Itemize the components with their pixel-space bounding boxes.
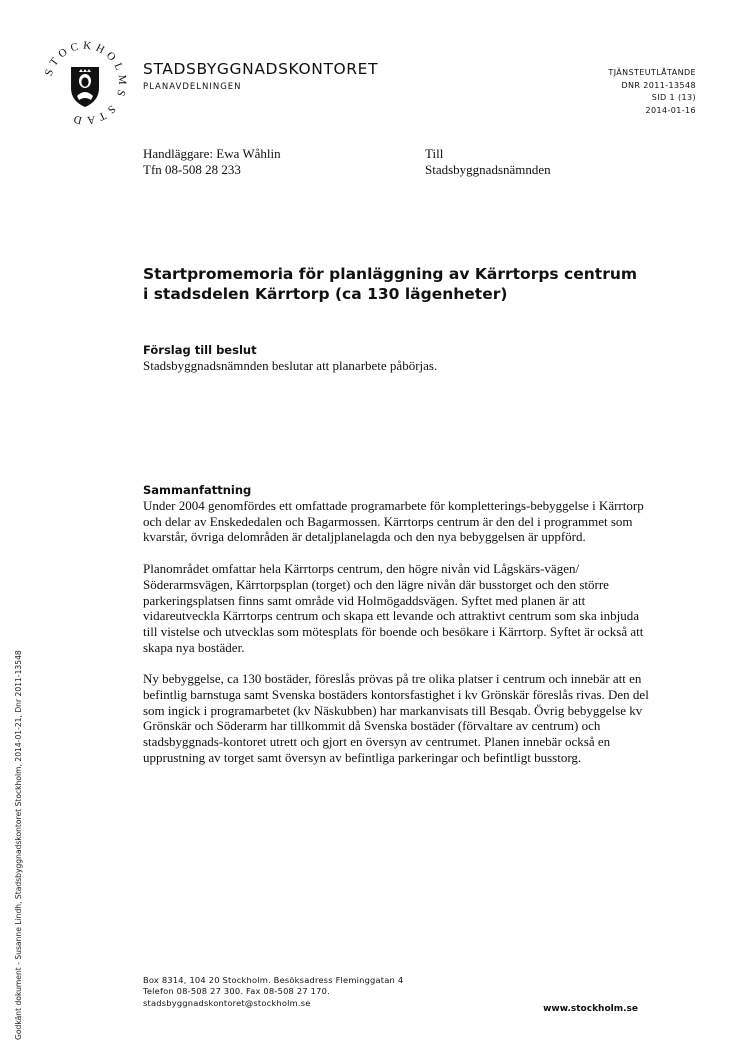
footer-address [143,975,403,1009]
title-line-2: i stadsdelen Kärrtorp (ca 130 lägenheter) [143,285,508,303]
recipient-label: Till [425,146,444,161]
summary-section [143,483,653,782]
footer-email[interactable]: stadsbyggnadskontoret@stockholm.se [143,997,311,1008]
title-line-1: Startpromemoria för planläggning av Kärrtorps centrum [143,265,638,283]
page-number: SID 1 (13) [651,93,696,102]
recipient-block [425,146,551,178]
proposal-section [143,343,663,374]
document-dnr: DNR 2011-13548 [621,80,696,90]
summary-paragraph: Ny bebyggelse, ca 130 bostäder, föreslås prövas på tre olika platser i centrum och innebär att en befintlig barnstuga samt Svenska bostäders kontorsfastighet i kv Grönskär föreslås rivas. Den del som ingick i programarbetet (kv Näskubben) har markanvisats till Besqab. Övrig bebyggelse kv Grönskär och Söderarm har tillkommit då Svenska bostäder (förvaltare av centrum) och stadsbyggnads-kontoret utrett och gjort en översyn av centrumet. Planen innebär också en upprustning av torget samt översyn av befintliga parkeringar och befintligt busstorg. [143,671,649,765]
proposal-heading: Förslag till beslut [143,343,257,357]
footer-address-line-1: Box 8314, 104 20 Stockholm. Besöksadress Fleminggatan 4 [143,975,404,985]
department-name: PLANAVDELNINGEN [143,82,242,92]
stockholm-crest-icon [40,38,130,128]
footer-address-line-2: Telefon 08-508 27 300. Fax 08-508 27 170. [143,986,330,997]
document-title [143,264,683,304]
handler-name: Handläggare: Ewa Wåhlin [143,146,281,161]
contact-block [143,146,281,178]
recipient-name: Stadsbyggnadsnämnden [425,162,551,177]
document-date: 2014-01-16 [645,105,696,115]
footer-website-link[interactable]: www.stockholm.se [543,1004,638,1014]
org-name: STADSBYGGNADSKONTORET [143,60,379,78]
summary-heading: Sammanfattning [143,483,252,497]
logo-ring-text: STOCKHOLMS STAD [42,39,129,127]
handler-phone: Tfn 08-508 28 233 [143,162,241,177]
summary-paragraph: Planområdet omfattar hela Kärrtorps centrum, den högre nivån vid Lågskärs-vägen/ Söderarmsvägen, Kärrtorpsplan (torget) och den lägre nivån där busstorget och den större parkeringsplatsen finns samt område vid Holmögaddsvägen. Syftet med planen är att vidareutveckla Kärrtorps centrum och skapa ett levande och attraktivt centrum som ska inbjuda till vistelse och utvecklas som mötesplats för boende och besökare i Kärrtorp. Syftet är också att skapa nya bostäder. [143,561,644,655]
approval-side-note: Godkänt dokument - Susanne Lindh, Stadsbyggnadskontoret Stockholm, 2014-01-21, Dnr 2011-13548 [14,650,23,1040]
proposal-text: Stadsbyggnadsnämnden beslutar att planarbete påbörjas. [143,358,438,373]
document-type: TJÄNSTEUTLÅTANDE [608,68,696,77]
summary-paragraph: Under 2004 genomfördes ett omfattade programarbete för kompletterings-bebyggelse i Kärrtorp och delar av Enskededalen och Bagarmossen. Kärrtorps centrum är den del i programmet som kvarstår, övriga delområden är detaljplanelagda och den nya bebyggelsen är uppförd. [143,498,644,545]
stockholm-stad-logo [40,38,130,128]
document-meta [608,67,696,117]
